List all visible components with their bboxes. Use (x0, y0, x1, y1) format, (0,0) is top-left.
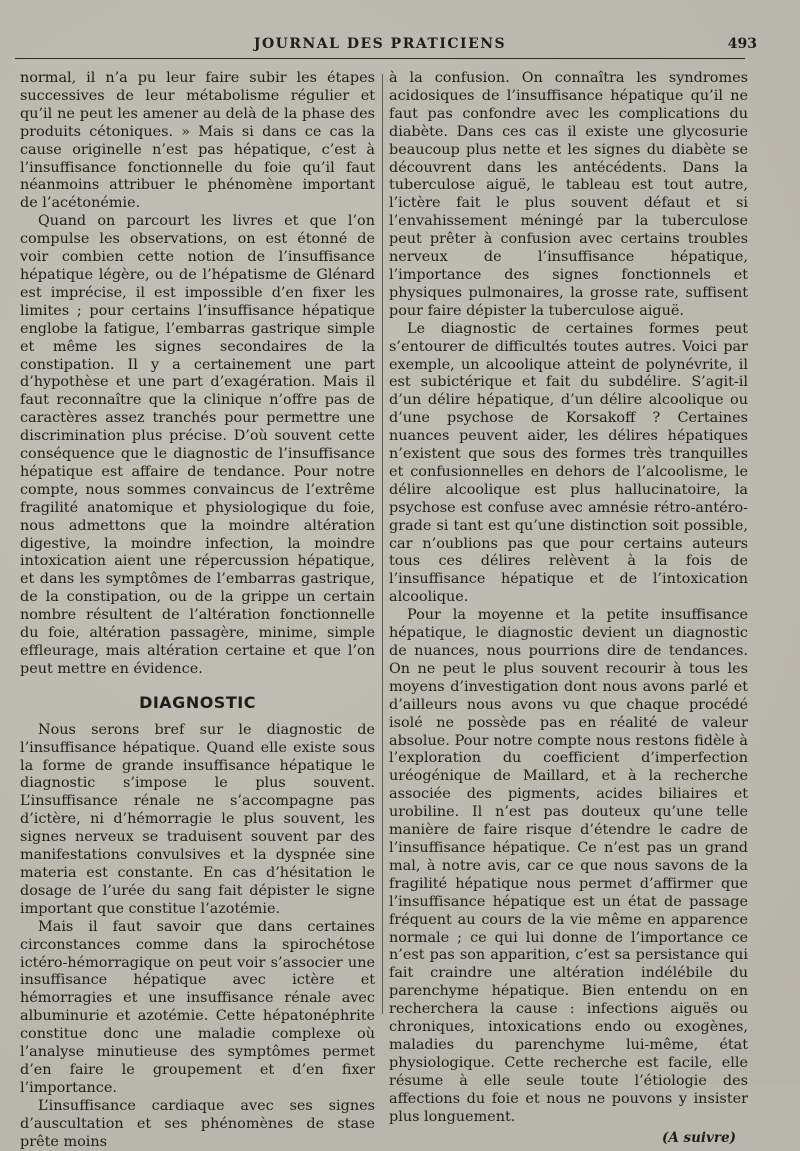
journal-title: JOURNAL DES PRATICIENS (253, 36, 507, 52)
right-column (389, 70, 748, 1148)
paragraph: normal, il n’a pu leur faire subir les étapes successives de leur métabolisme régulier et qu’il ne peut les amener au delà de la phase des produits cétoniques. » Mais si dans ce cas la cause originelle n’est pas hépatique, c’est à l’insuffisance fonctionnelle du foie qu’il faut néanmoins attribuer le phénomène important de l’acétonémie. (20, 70, 375, 212)
paragraph: Pour la moyenne et la petite insuffisance hépatique, le diagnostic devient un diagnostic de nuances, nous pourrions dire de tendances. On ne peut le plus souvent recourir à tous les moyens d’investigation dont nous avons parlé et d’ailleurs nous avons vu que chaque procédé isolé ne possède pas en réalité de valeur absolue. Pour notre compte nous restons fidèle à l’exploration du coefficient d’imperfection uréogénique de Maillard, et à la recherche associée des pigments, acides biliaires et urobiline. Il n’est pas douteux qu’une telle manière de faire risque d’étendre le cadre de l’insuffisance hépatique. Ce n’est pas un grand mal, à notre avis, car ce que nous savons de la fragilité hépatique nous permet d’affirmer que l’insuffisance hépatique est un état de passage fréquent au cours de la vie même en apparence normale ; ce qui lui donne de l’importance ce n’est pas son apparition, c’est sa persistance qui fait craindre une altération indélébile du parenchyme hépatique. Bien entendu on en recherchera la cause : infections aiguës ou chroniques, intoxications endo ou exogènes, maladies du parenchyme lui-même, état physiologique. Cette recherche est facile, elle résume à elle seule toute l’étiologie des affections du foie et nous ne pouvons y insister plus longuement. (389, 607, 748, 1125)
paragraph: Le diagnostic de certaines formes peut s’entourer de difficultés toutes autres. Voici par exemple, un alcoolique atteint de polynévrite, il est subictérique et fait du subdélire. S’agit-il d’un délire hépatique, d’un délire alcoolique ou d’une psychose de Korsakoff ? Certaines nuances peuvent aider, les délires hépatiques n’existent que sous des formes très tranquilles et confusionnelles en dehors de l’alcoolisme, le délire alcoolique est plus hallucinatoire, la psychose est confuse avec amnésie rétro-antéro-grade si tant est qu’une distinction soit possible, car n’oublions pas que pour certains auteurs tous ces délires relèvent à la fois de l’insuffisance hépatique et de l’intoxication alcoolique. (389, 320, 748, 606)
to-be-continued: (A suivre) (661, 1130, 736, 1147)
paragraph: L’insuffisance cardiaque avec ses signes d’auscultation et ses phénomènes de stase prête moins (20, 1097, 375, 1150)
paragraph: Quand on parcourt les livres et que l’on compulse les observations, on est étonné de voir combien cette notion de l’insuffisance hépatique légère, ou de l’hépatisme de Glénard est imprécise, il est impossible d’en fixer les limites ; pour certains l’insuffisance hépatique englobe la fatigue, l’embarras gastrique simple et même les signes secondaires de la constipation. Il y a certainement une part d’hypothèse et une part d’exagération. Mais il faut reconnaître que la clinique n’offre pas de caractères assez tranchés pour permettre une discrimination plus précise. D’où souvent cette conséquence que le diagnostic de l’insuffisance hépatique est affaire de tendance. Pour notre compte, nous sommes convaincus de l’extrême fragilité anatomique et physiologique du foie, nous admettons que la moindre altération digestive, la moindre infection, la moindre intoxication aient une répercussion hépatique, et dans les symptômes de l’embarras gastrique, de la constipation, ou de la grippe un certain nombre résultent de l’altération fonctionnelle du foie, altération passagère, minime, simple effleurage, mais altération certaine et que l’on peut mettre en évidence. (20, 213, 375, 677)
section-heading: DIAGNOSTIC (139, 692, 256, 712)
running-header (15, 36, 757, 59)
column-divider (382, 74, 383, 1014)
paragraph: à la confusion. On connaîtra les syndromes acidosiques de l’insuffisance hépatique qu’il ne faut pas confondre avec les complications du diabète. Dans ces cas il existe une glycosurie beaucoup plus nette et les signes du diabète se découvrent dans les antécédents. Dans la tuberculose aiguë, le tableau est tout autre, l’ictère fait le plus souvent défaut et si l’envahissement méningé par la tuberculose peut prêter à confusion avec certains troubles nerveux de l’insuffisance hépatique, l’importance des signes fonctionnels et physiques pulmonaires, la grosse rate, suffisent pour faire dépister la tuberculose aiguë. (389, 70, 748, 319)
paragraph: Mais il faut savoir que dans certaines circonstances comme dans la spirochétose ictéro-hémorragique on peut voir s’associer une insuffisance hépatique avec ictère et hémorragies et une insuffisance rénale avec albuminurie et azotémie. Cette hépatonéphrite constitue donc une maladie complexe où l’analyse minutieuse des symptômes permet d’en faire le groupement et d’en fixer l’importance. (20, 918, 375, 1096)
paragraph: Nous serons bref sur le diagnostic de l’insuffisance hépatique. Quand elle existe sous la forme de grande insuffisance hépatique le diagnostic s’impose le plus souvent. L’insuffisance rénale ne s’accompagne pas d’ictère, ni d’hémorragie le plus souvent, les signes nerveux se traduisent souvent par des manifestations convulsives et la dyspnée sine materia est constante. En cas d’hésitation le dosage de l’urée du sang fait dépister le signe important que constitue l’azotémie. (20, 721, 375, 917)
page-number: 493 (727, 36, 757, 52)
left-column (20, 70, 375, 1151)
